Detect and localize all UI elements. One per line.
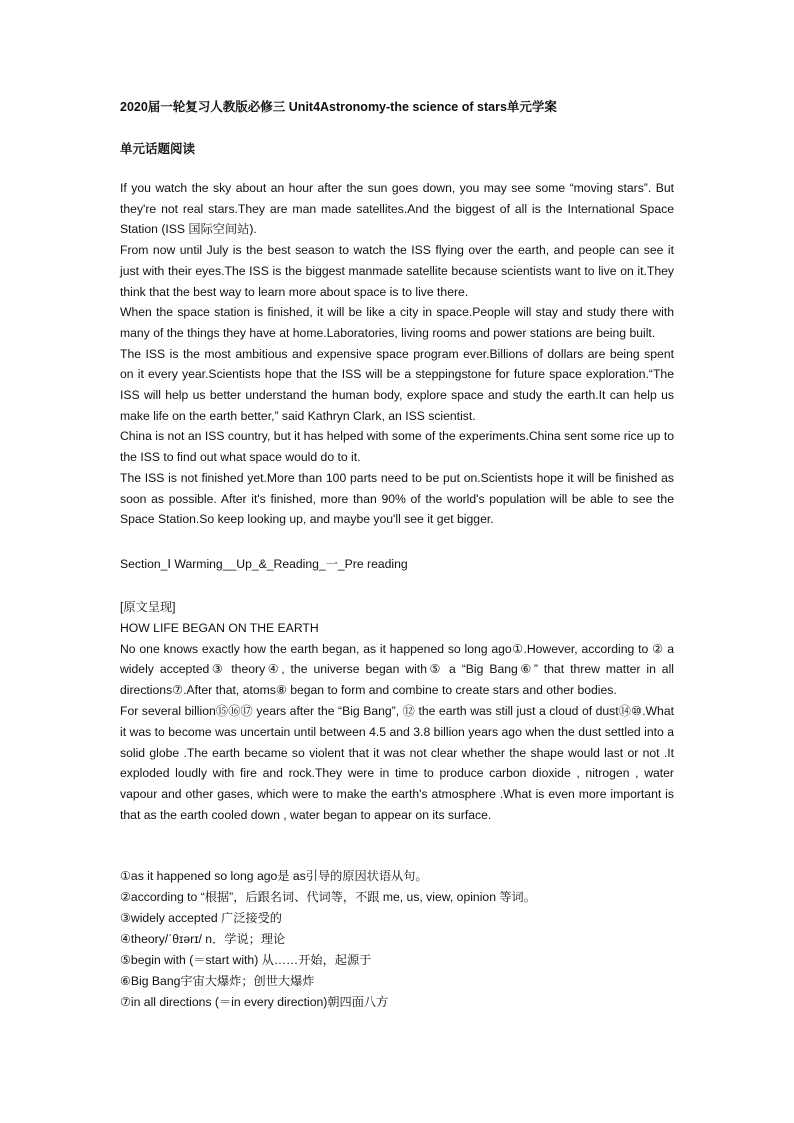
note-item: ①as it happened so long ago是 as引导的原因状语从句。 (120, 869, 428, 883)
section-label: Section_Ⅰ Warming__Up_&_Reading_一_Pre reading (120, 557, 408, 571)
passage-paragraph: From now until July is the best season to watch the ISS flying over the earth, and people can see it just with their eyes.The ISS is the biggest manmade satellite because scientists want to live on it.They think that the best way to learn more about space is to live there. (120, 243, 674, 299)
passage-paragraph: The ISS is the most ambitious and expensive space program ever.Billions of dollars are being spent on it every year.Scientists hope that the ISS will be a steppingstone for future space exploration.“The ISS will help us better understand the human body, explore space and study the earth.It can help us make life on the earth better,” said Kathryn Clark, an ISS scientist. (120, 346, 674, 423)
note-item: ⑥Big Bang宇宙大爆炸；创世大爆炸 (120, 974, 315, 988)
passage-paragraph: If you watch the sky about an hour after the sun goes down, you may see some “moving stars”. But they're not real stars.They are man made satellites.And the biggest of all is the International Space Station (ISS 国际空间站). (120, 181, 674, 237)
passage-paragraph: China is not an ISS country, but it has helped with some of the experiments.China sent some rice up to the ISS to find out what space would do to it. (120, 429, 674, 465)
original-paragraph: For several billion⑮⑯⑰ years after the “Big Bang”, ⑫ the earth was still just a cloud of dust⑭⑩.What it was to become was uncertain until between 4.5 and 3.8 billion years ago when the dust settled into a solid globe .The earth became so violent that it was not clear whether the shape would last or not .It exploded loudly with fire and rock.They were in time to produce carbon dioxide , nitrogen , water vapour and other gases, which were to make the earth's atmosphere .What is even more important is that as the earth cooled down , water began to appear on its surface. (120, 703, 674, 822)
passage-paragraph: The ISS is not finished yet.More than 100 parts need to be put on.Scientists hope it will be finished as soon as possible. After it's finished, more than 90% of the world's population will be able to see the Space Station.So keep looking up, and maybe you'll see it get bigger. (120, 470, 674, 527)
page-title: 2020届一轮复习人教版必修三 Unit4Astronomy-the science of stars单元学案 (120, 100, 557, 114)
original-text (120, 597, 674, 826)
vocabulary-notes (120, 866, 674, 1013)
note-item: ⑦in all directions (＝in every direction)朝四面八方 (120, 995, 389, 1009)
note-item: ④theory/ˈθɪərɪ/ n．学说；理论 (120, 932, 286, 946)
original-paragraph: No one knows exactly how the earth began, as it happened so long ago①.However, according to ② a widely accepted③ theory④, the universe began with⑤ a “Big Bang⑥” that threw matter in all directions⑦.After that, atoms⑧ began to form and combine to create stars and other bodies. (120, 641, 674, 698)
note-item: ⑤begin with (＝start with) 从……开始，起源于 (120, 953, 372, 967)
section-heading: 单元话题阅读 (120, 142, 196, 156)
original-heading: HOW LIFE BEGAN ON THE EARTH (120, 620, 319, 635)
note-item: ②according to “根据”，后跟名词、代词等，不跟 me, us, view, opinion 等词。 (120, 890, 536, 904)
passage-paragraph: When the space station is finished, it will be like a city in space.People will stay and study there with many of the things they have at home.Laboratories, living rooms and power stations are being built. (120, 305, 674, 340)
note-item: ③widely accepted 广泛接受的 (120, 911, 282, 925)
original-label: [原文呈现] (120, 600, 176, 614)
reading-passage (120, 178, 674, 530)
